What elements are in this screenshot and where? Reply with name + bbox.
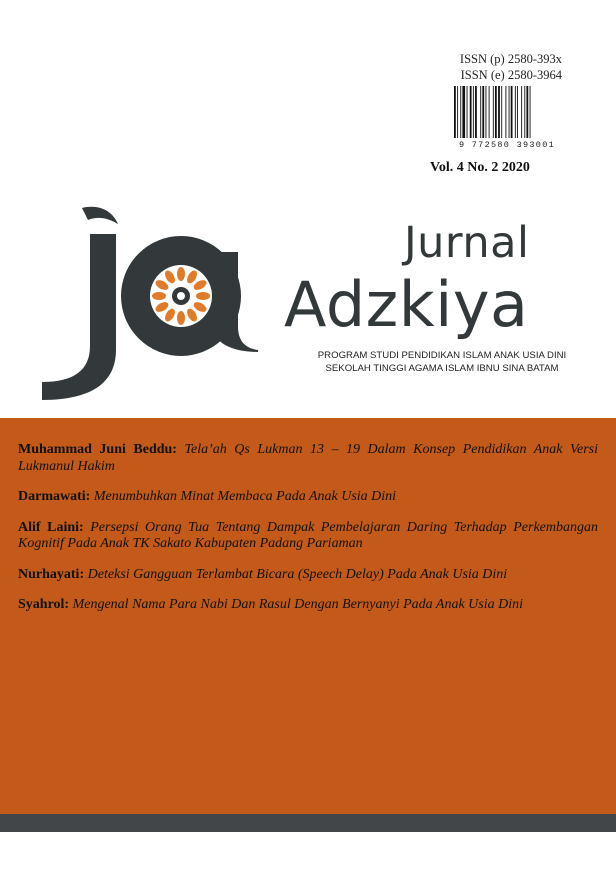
article-author: Alif Laini: <box>18 519 84 535</box>
issn-electronic: ISSN (e) 2580-3964 <box>460 68 562 82</box>
article-title: Mengenal Nama Para Nabi Dan Rasul Dengan Bernyanyi Pada Anak Usia Dini <box>72 597 524 612</box>
volume-label: Vol. 4 No. 2 2020 <box>430 160 530 175</box>
article-item <box>18 442 598 475</box>
article-title: Menumbuhkan Minat Membaca Pada Anak Usia Dini <box>93 489 397 504</box>
logo-j-hook <box>82 207 118 224</box>
article-item <box>18 597 598 614</box>
article-author: Syahrol: <box>18 597 70 612</box>
program-line1: PROGRAM STUDI PENDIDIKAN ISLAM ANAK USIA DINI <box>317 350 567 361</box>
barcode-number: 9 772580 393001 <box>458 140 555 150</box>
barcode <box>452 86 562 146</box>
journal-name-line1: Jurnal <box>404 218 530 268</box>
journal-name-line2: Adzkiya <box>284 268 529 341</box>
article-title: Tela’ah Qs Lukman 13 – 19 Dalam Konsep Pendidikan Anak Versi Lukmanul Hakim <box>18 442 598 474</box>
program-line2: SEKOLAH TINGGI AGAMA ISLAM IBNU SINA BATAM <box>325 362 559 374</box>
article-author: Darmawati: <box>18 489 91 504</box>
program-info <box>306 350 578 375</box>
article-item <box>18 567 598 584</box>
article-title: Deteksi Gangguan Terlambat Bicara (Speech Delay) Pada Anak Usia Dini <box>87 566 508 582</box>
article-title: Persepsi Orang Tua Tentang Dampak Pembelajaran Daring Terhadap Perkembangan Kognitif Pada Anak TK Sakato Kabupaten Padang Pariaman <box>18 519 598 551</box>
journal-logo <box>38 200 258 410</box>
article-item <box>18 489 598 506</box>
issn-print: ISSN (p) 2580-393x <box>459 52 562 66</box>
logo-a-tail <box>211 252 258 352</box>
article-item <box>18 520 598 553</box>
article-author: Nurhayati: <box>18 566 85 582</box>
article-list <box>18 442 598 628</box>
article-author: Muhammad Juni Beddu: <box>18 442 177 457</box>
logo-j-stem <box>42 234 116 400</box>
dark-band <box>0 814 616 832</box>
